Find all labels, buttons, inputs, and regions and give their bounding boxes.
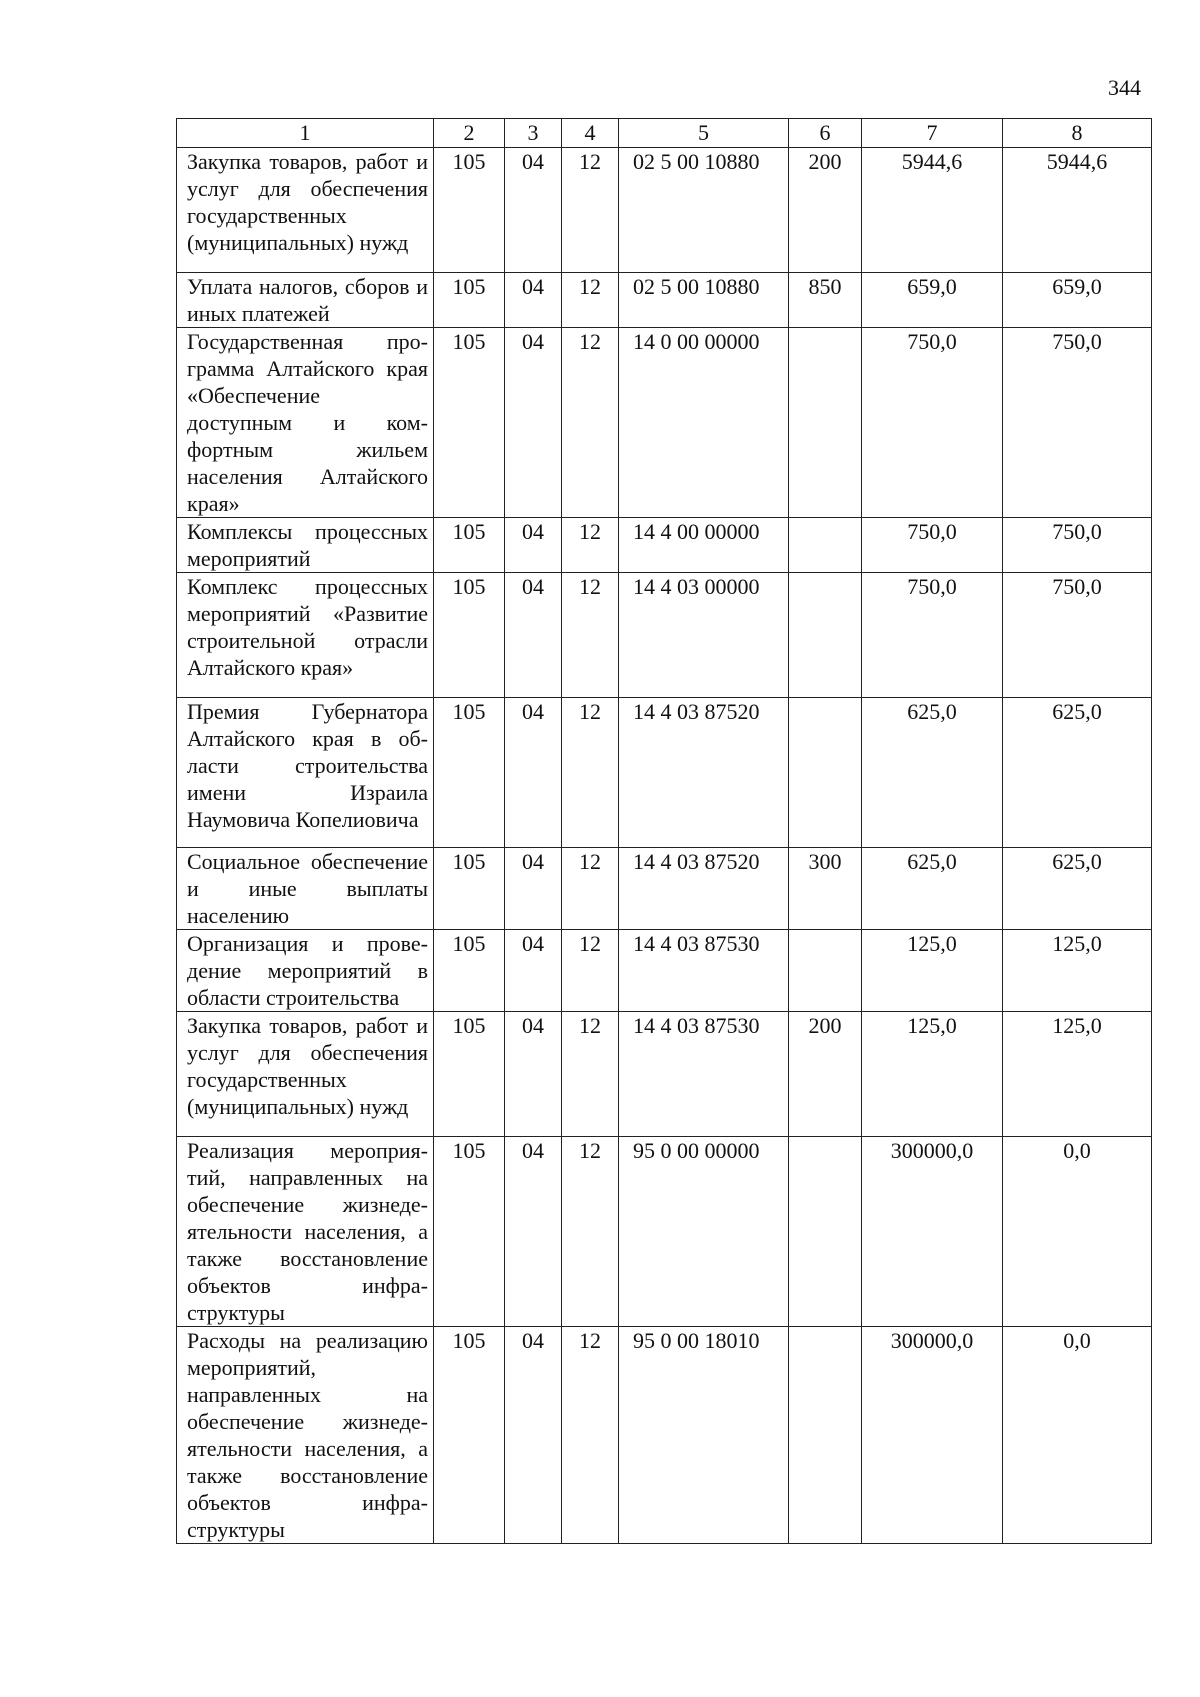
cell-col-4: 12: [562, 1012, 619, 1137]
cell-col-3: 04: [505, 1327, 562, 1544]
cell-amount-col-7: 659,0: [862, 273, 1003, 328]
cell-expense-type: [789, 930, 862, 1012]
cell-col-3: 04: [505, 698, 562, 848]
column-header: 7: [862, 119, 1003, 148]
cell-expense-type: 850: [789, 273, 862, 328]
table-row: [177, 273, 1152, 328]
table-body: [177, 148, 1152, 1544]
cell-amount-col-7: 125,0: [862, 1012, 1003, 1137]
table-row: [177, 573, 1152, 698]
cell-col-2: 105: [434, 1012, 505, 1137]
cell-amount-col-7: 300000,0: [862, 1327, 1003, 1544]
column-header: 2: [434, 119, 505, 148]
cell-amount-col-7: 750,0: [862, 328, 1003, 518]
cell-expense-type: [789, 1327, 862, 1544]
cell-col-2: 105: [434, 1327, 505, 1544]
cell-amount-col-8: 5944,6: [1003, 148, 1152, 273]
cell-amount-col-8: 750,0: [1003, 328, 1152, 518]
cell-col-4: 12: [562, 148, 619, 273]
cell-expense-type: [789, 518, 862, 573]
cell-name: [177, 328, 434, 518]
table-row: [177, 698, 1152, 848]
cell-target-code: 95 0 00 18010: [619, 1327, 789, 1544]
cell-target-code: 95 0 00 00000: [619, 1137, 789, 1327]
table-row: [177, 1137, 1152, 1327]
column-header: 5: [619, 119, 789, 148]
cell-col-3: 04: [505, 848, 562, 930]
table-row: [177, 1327, 1152, 1544]
expense-item-name: Закупка товаров, работ и услуг для обеспечения государственных (муниципальных) нужд: [187, 149, 428, 255]
expense-item-name: Комплексы процессных мероприятий: [187, 519, 428, 571]
cell-expense-type: [789, 328, 862, 518]
budget-table: [176, 118, 1152, 1544]
expense-item-name: Организация и проведение мероприятий в области строительства: [187, 931, 428, 1010]
cell-col-4: 12: [562, 698, 619, 848]
cell-expense-type: [789, 1137, 862, 1327]
cell-amount-col-8: 659,0: [1003, 273, 1152, 328]
cell-name: [177, 1327, 434, 1544]
expense-item-name: Уплата налогов, сборов и иных платежей: [187, 274, 428, 326]
expense-item-name: Расходы на реализацию мероприятий, направленных на обеспечение жизнедеятельности населения, а также восстановление объектов инфраструктуры: [187, 1328, 428, 1542]
cell-col-2: 105: [434, 518, 505, 573]
cell-target-code: 02 5 00 10880: [619, 273, 789, 328]
table-row: [177, 518, 1152, 573]
cell-col-3: 04: [505, 518, 562, 573]
cell-target-code: 14 4 00 00000: [619, 518, 789, 573]
cell-amount-col-7: 750,0: [862, 573, 1003, 698]
cell-amount-col-7: 625,0: [862, 848, 1003, 930]
column-header: 3: [505, 119, 562, 148]
cell-col-3: 04: [505, 1012, 562, 1137]
table-row: [177, 328, 1152, 518]
cell-name: [177, 930, 434, 1012]
page-number: 344: [1108, 75, 1141, 100]
table-row: [177, 848, 1152, 930]
cell-col-4: 12: [562, 848, 619, 930]
cell-col-3: 04: [505, 273, 562, 328]
cell-col-2: 105: [434, 328, 505, 518]
cell-name: [177, 1137, 434, 1327]
column-header: 4: [562, 119, 619, 148]
cell-col-2: 105: [434, 930, 505, 1012]
table-row: [177, 930, 1152, 1012]
cell-col-3: 04: [505, 573, 562, 698]
cell-col-4: 12: [562, 273, 619, 328]
cell-amount-col-7: 5944,6: [862, 148, 1003, 273]
cell-target-code: 02 5 00 10880: [619, 148, 789, 273]
cell-target-code: 14 4 03 00000: [619, 573, 789, 698]
cell-expense-type: [789, 698, 862, 848]
cell-amount-col-8: 750,0: [1003, 573, 1152, 698]
cell-name: [177, 1012, 434, 1137]
cell-col-3: 04: [505, 148, 562, 273]
table-header-row: [177, 119, 1152, 148]
expense-item-name: Закупка товаров, работ и услуг для обеспечения государственных (муниципальных) нужд: [187, 1013, 428, 1119]
cell-amount-col-7: 750,0: [862, 518, 1003, 573]
cell-amount-col-7: 625,0: [862, 698, 1003, 848]
cell-col-2: 105: [434, 573, 505, 698]
cell-col-2: 105: [434, 848, 505, 930]
cell-expense-type: [789, 573, 862, 698]
table-row: [177, 1012, 1152, 1137]
expense-item-name: Социальное обеспечение и иные выплаты населению: [187, 849, 428, 928]
cell-col-2: 105: [434, 148, 505, 273]
cell-amount-col-7: 300000,0: [862, 1137, 1003, 1327]
cell-amount-col-8: 625,0: [1003, 848, 1152, 930]
cell-col-4: 12: [562, 518, 619, 573]
column-header: 1: [177, 119, 434, 148]
cell-amount-col-8: 125,0: [1003, 1012, 1152, 1137]
cell-amount-col-8: 625,0: [1003, 698, 1152, 848]
cell-col-2: 105: [434, 1137, 505, 1327]
cell-expense-type: 200: [789, 1012, 862, 1137]
cell-col-3: 04: [505, 328, 562, 518]
cell-expense-type: 200: [789, 148, 862, 273]
column-header: 8: [1003, 119, 1152, 148]
cell-col-3: 04: [505, 1137, 562, 1327]
cell-name: [177, 573, 434, 698]
expense-item-name: Государственная программа Алтайского края «Обеспечение доступным и комфортным жильем населения Алтайского края»: [187, 329, 428, 516]
table-row: [177, 148, 1152, 273]
cell-amount-col-8: 0,0: [1003, 1327, 1152, 1544]
cell-col-4: 12: [562, 930, 619, 1012]
cell-amount-col-8: 750,0: [1003, 518, 1152, 573]
cell-col-2: 105: [434, 698, 505, 848]
expense-item-name: Премия Губернатора Алтайского края в области строительства имени Израила Наумовича Копелиовича: [187, 699, 428, 832]
cell-amount-col-8: 125,0: [1003, 930, 1152, 1012]
cell-col-4: 12: [562, 573, 619, 698]
cell-col-4: 12: [562, 1327, 619, 1544]
cell-col-2: 105: [434, 273, 505, 328]
cell-name: [177, 698, 434, 848]
column-header: 6: [789, 119, 862, 148]
expense-item-name: Реализация мероприятий, направленных на обеспечение жизнедеятельности населения, а также восстановление объектов инфраструктуры: [187, 1138, 428, 1325]
cell-name: [177, 148, 434, 273]
cell-amount-col-8: 0,0: [1003, 1137, 1152, 1327]
cell-target-code: 14 4 03 87530: [619, 930, 789, 1012]
cell-col-4: 12: [562, 328, 619, 518]
cell-target-code: 14 4 03 87530: [619, 1012, 789, 1137]
cell-col-4: 12: [562, 1137, 619, 1327]
cell-target-code: 14 4 03 87520: [619, 848, 789, 930]
cell-amount-col-7: 125,0: [862, 930, 1003, 1012]
cell-name: [177, 273, 434, 328]
cell-name: [177, 518, 434, 573]
cell-name: [177, 848, 434, 930]
cell-target-code: 14 0 00 00000: [619, 328, 789, 518]
cell-col-3: 04: [505, 930, 562, 1012]
expense-item-name: Комплекс процессных мероприятий «Развитие строительной отрасли Алтайского края»: [187, 574, 428, 680]
cell-target-code: 14 4 03 87520: [619, 698, 789, 848]
cell-expense-type: 300: [789, 848, 862, 930]
